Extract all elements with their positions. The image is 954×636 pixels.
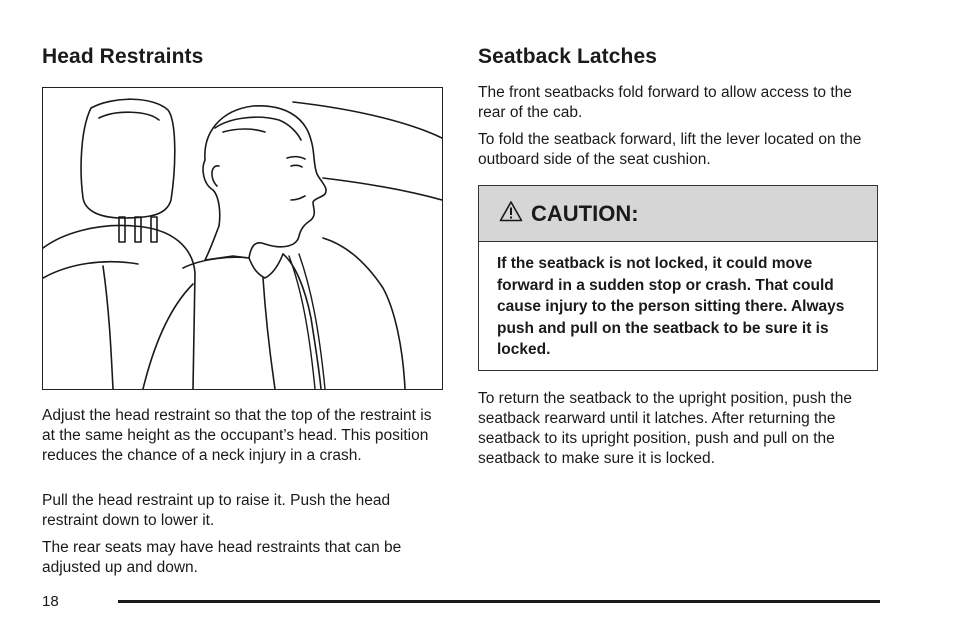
head-restraints-heading: Head Restraints [42, 45, 204, 68]
caution-title: CAUTION: [531, 200, 639, 226]
caution-text: If the seatback is not locked, it could move forward in a sudden stop or crash. That could cause injury to the person sitting there. Always push and pull on the seatback to be sure it is locked. [497, 255, 845, 358]
caution-box [478, 185, 878, 371]
head-restraint-paragraph-3: The rear seats may have head restraints that can be adjusted up and down. [42, 539, 402, 576]
seatback-latches-heading: Seatback Latches [478, 45, 658, 68]
occupant-head [205, 106, 326, 258]
seatback-paragraph-2: To fold the seatback forward, lift the lever located on the outboard side of the seat cushion. [478, 131, 862, 168]
warning-triangle-icon [499, 200, 523, 227]
seatback-paragraph-1: The front seatbacks fold forward to allow access to the rear of the cab. [478, 84, 852, 121]
head-restraint-shape [81, 99, 175, 218]
caution-header [479, 186, 877, 242]
head-restraint-illustration [42, 87, 443, 390]
seat-back [43, 225, 195, 389]
footer-rule [118, 600, 880, 603]
seatback-paragraph-3: To return the seatback to the upright position, push the seatback rearward until it latches. After returning the seatback to its upright position, push and pull on the seatback to make sure it is locked. [478, 390, 852, 467]
head-restraint-paragraph-1: Adjust the head restraint so that the top of the restraint is at the same height as the occupant’s head. This position reduces the chance of a neck injury in a crash. [42, 407, 432, 464]
page-number: 18 [42, 593, 59, 610]
head-restraint-paragraph-2: Pull the head restraint up to raise it. Push the head restraint down to lower it. [42, 492, 391, 529]
